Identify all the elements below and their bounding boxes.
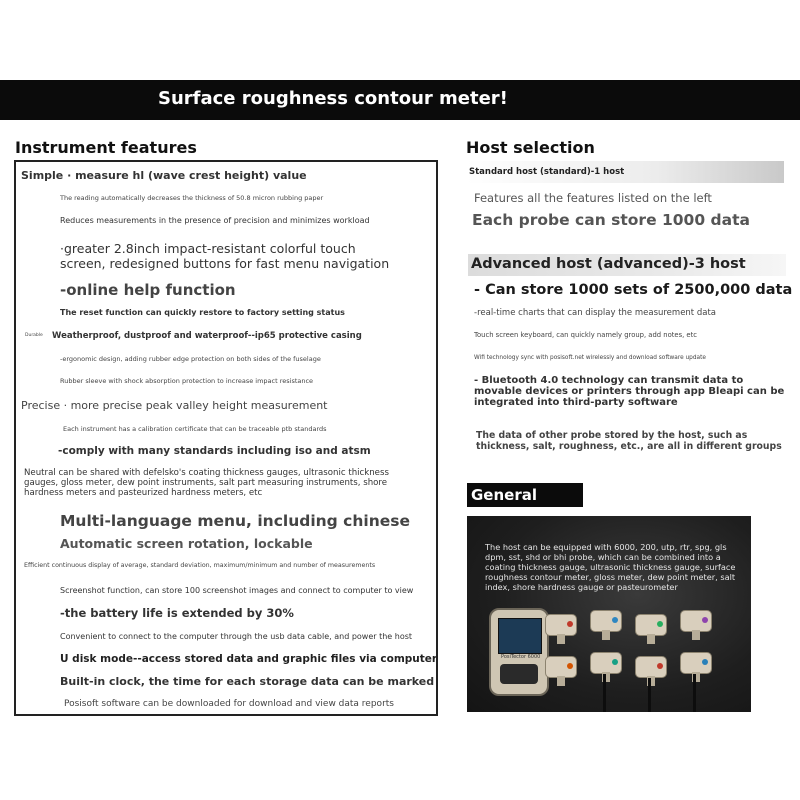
general-heading-bar (467, 483, 583, 507)
probe-cable (693, 674, 696, 712)
probe-icon (680, 610, 712, 632)
title-banner (0, 80, 800, 120)
feature-durable-tag: Durable (25, 333, 43, 338)
feature-neutral: Neutral can be shared with defelsko's coating thickness gauges, ultrasonic thickness gauges, gloss meter, dew point instruments, salt part measuring instruments, shore hardness meters and pasteurized hardness meters, etc (24, 468, 389, 498)
feature-line: screen, redesigned buttons for fast menu navigation (60, 256, 390, 271)
feature-precise: Precise · more precise peak valley height measurement (21, 399, 328, 412)
advanced-host-label: Advanced host (advanced)-3 host (471, 256, 746, 272)
general-heading: General (471, 486, 537, 504)
probe-icon (635, 656, 667, 678)
advanced-line-groups: The data of other probe stored by the host, such as thickness, salt, roughness, etc., are all in different groups (476, 430, 782, 452)
advanced-line-bluetooth: - Bluetooth 4.0 technology can transmit data to movable devices or printers through app Bleapi can be integrated into third-party software (474, 375, 785, 408)
features-heading: Instrument features (15, 138, 197, 157)
feature-line: Convenient to connect to the computer through the usb data cable, and power the host (60, 632, 413, 641)
feature-line: -online help function (60, 281, 236, 299)
feature-line: Reduces measurements in the presence of precision and minimizes workload (60, 216, 370, 225)
banner-title: Surface roughness contour meter! (158, 88, 508, 109)
standard-line: Each probe can store 1000 data (472, 211, 750, 229)
standard-host-label: Standard host (standard)-1 host (469, 167, 625, 177)
probe-cable (648, 678, 651, 712)
feature-line: Efficient continuous display of average, standard deviation, maximum/minimum and number of measurements (24, 562, 376, 569)
probe-icon (545, 614, 577, 636)
feature-line: -ergonomic design, adding rubber edge protection on both sides of the fuselage (60, 355, 321, 363)
gauge-device (489, 608, 549, 696)
advanced-line: Touch screen keyboard, can quickly namely group, add notes, etc (474, 331, 698, 339)
probe-icon (590, 610, 622, 632)
device-screen (498, 618, 542, 654)
feature-line: Automatic screen rotation, lockable (60, 536, 313, 551)
product-photo (467, 516, 751, 712)
feature-line: The reading automatically decreases the thickness of 50.8 micron rubbing paper (60, 194, 324, 202)
standard-line: Features all the features listed on the left (474, 191, 712, 205)
probe-icon (590, 652, 622, 674)
advanced-host-bar (468, 254, 786, 276)
feature-line: Built-in clock, the time for each storage data can be marked (60, 675, 435, 688)
device-buttons (500, 664, 538, 684)
feature-line: U disk mode--access stored data and graphic files via computer (60, 653, 438, 665)
feature-line: Weatherproof, dustproof and waterproof--ip65 protective casing (52, 331, 362, 341)
probe-icon (635, 614, 667, 636)
probe-icon (680, 652, 712, 674)
feature-line: Posisoft software can be downloaded for download and view data reports (64, 699, 394, 709)
feature-simple: Simple · measure hl (wave crest height) value (21, 169, 307, 182)
feature-line: The reset function can quickly restore to factory setting status (60, 308, 345, 317)
feature-line: Multi-language menu, including chinese (60, 512, 410, 530)
photo-caption: The host can be equipped with 6000, 200, utp, rtr, spg, gls dpm, sst, shd or bhi probe, which can be combined into a coating thickness gauge, ultrasonic thickness gauge, surface roughness contour meter, gloss meter, dew point meter, salt index, shore hardness gauge or pasteurometer (485, 542, 736, 592)
advanced-line: -real-time charts that can display the measurement data (474, 308, 716, 318)
advanced-line: - Can store 1000 sets of 2500,000 data (474, 282, 793, 298)
probe-cable (603, 674, 606, 712)
feature-line: -the battery life is extended by 30% (60, 606, 294, 620)
standard-host-bar (466, 161, 784, 183)
feature-line: -comply with many standards including iso and atsm (58, 445, 371, 457)
host-heading: Host selection (466, 138, 595, 157)
feature-line: Each instrument has a calibration certificate that can be traceable ptb standards (63, 425, 327, 433)
feature-line: Screenshot function, can store 100 screenshot images and connect to computer to view (60, 586, 414, 595)
feature-line: ·greater 2.8inch impact-resistant colorful touch (60, 241, 356, 256)
device-brand: PosiTector 6000 (501, 654, 541, 660)
advanced-line: Wifi technology sync with posisoft.net wirelessly and download software update (474, 355, 706, 361)
feature-line: Rubber sleeve with shock absorption protection to increase impact resistance (60, 377, 314, 385)
probe-icon (545, 656, 577, 678)
